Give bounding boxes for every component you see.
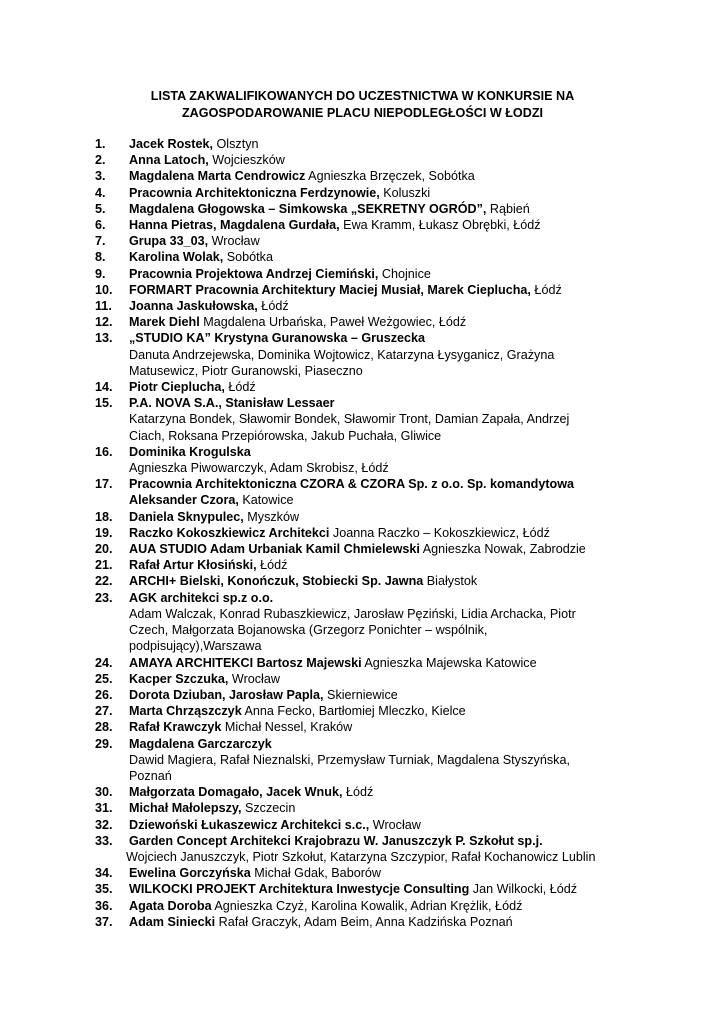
entry-details: Wrocław	[228, 671, 280, 686]
entry-name: Magdalena Marta Cendrowicz	[129, 169, 306, 184]
entry-name: Daniela Sknypulec,	[129, 509, 244, 524]
entry-number: 35.	[95, 882, 113, 897]
entry-number: 18.	[95, 509, 113, 524]
entry-number: 23.	[95, 590, 113, 605]
entry-name: „STUDIO KA” Krystyna Guranowska – Gruszecka	[129, 331, 426, 346]
list-item	[95, 185, 715, 201]
entry-name: Ewelina Gorczyńska	[129, 866, 251, 881]
entry-name: Joanna Jaskułowska,	[129, 299, 258, 314]
entry-line	[129, 672, 280, 686]
entry-details: Łódź	[224, 380, 256, 395]
entry-line	[129, 818, 421, 832]
entry-name: Grupa 33_03,	[129, 234, 209, 249]
entry-line	[129, 315, 466, 329]
entry-name: Piotr Cieplucha,	[129, 380, 225, 395]
entry-line	[129, 656, 537, 670]
entry-line	[129, 526, 550, 540]
entry-name: P.A. NOVA S.A., Stanisław Lessaer	[129, 396, 335, 411]
entry-details: Olsztyn	[213, 137, 259, 151]
entry-line	[129, 169, 475, 183]
list-item	[95, 865, 715, 881]
entry-name: WILKOCKI PROJEKT Architektura Inwestycje Consulting	[129, 882, 470, 897]
entry-line	[129, 331, 425, 345]
entry-number: 25.	[95, 671, 113, 686]
entry-details: Wojcieszków	[208, 153, 285, 168]
entry-number: 11.	[95, 299, 112, 314]
entry-name: Aleksander Czora,	[129, 493, 239, 508]
entry-line	[129, 218, 541, 232]
list-item	[95, 557, 715, 573]
list-item	[95, 152, 715, 168]
entry-details: Michał Gdak, Baborów	[250, 866, 381, 881]
entry-number: 37.	[95, 914, 113, 929]
entry-name: Raczko Kokoszkiewicz Architekci	[129, 525, 330, 540]
entry-number: 10.	[95, 282, 113, 297]
entry-details: Rafał Graczyk, Adam Beim, Anna Kadzińska Poznań	[215, 914, 513, 929]
entry-continuation: Czech, Małgorzata Bojanowska (Grzegorz Ponichter – wspólnik,	[129, 623, 488, 638]
entry-continuation: Agnieszka Piwowarczyk, Adam Skrobisz, Łódź	[129, 461, 389, 476]
entry-name: Marta Chrząszczyk	[129, 704, 242, 719]
entry-details: Agnieszka Majewska Katowice	[361, 655, 537, 670]
entry-name: Rafał Krawczyk	[129, 720, 222, 735]
entry-details: Joanna Raczko – Kokoszkiewicz, Łódź	[329, 525, 550, 540]
entry-number: 1.	[95, 137, 106, 151]
entry-line	[129, 510, 299, 524]
entry-number: 26.	[95, 687, 113, 702]
entry-number: 24.	[95, 655, 113, 670]
entry-number: 20.	[95, 542, 113, 557]
list-item	[95, 833, 715, 865]
entry-name: FORMART Pracownia Architektury Maciej Musiał, Marek Cieplucha,	[129, 282, 531, 297]
entry-name: Małgorzata Domagało, Jacek Wnuk,	[129, 785, 343, 800]
entry-details: Skierniewice	[323, 687, 398, 702]
entry-name: Pracownia Projektowa Andrzej Ciemiński,	[129, 266, 379, 281]
entry-line	[129, 153, 285, 167]
entry-continuation: Katarzyna Bondek, Sławomir Bondek, Sławomir Tront, Damian Zapała, Andrzej	[129, 412, 570, 427]
list-item	[95, 444, 715, 476]
entry-continuation: Adam Walczak, Konrad Rubaszkiewicz, Jarosław Pęziński, Lidia Archacka, Piotr	[129, 606, 576, 621]
entry-details: Koluszki	[379, 185, 431, 200]
entry-details: Myszków	[243, 509, 300, 524]
entry-name: Marek Diehl	[129, 315, 200, 330]
entry-number: 5.	[95, 201, 106, 216]
entry-details: Ewa Kramm, Łukasz Obrębki, Łódź	[339, 218, 541, 233]
list-item	[95, 800, 715, 816]
entry-line	[129, 234, 260, 248]
list-item	[95, 330, 715, 379]
entry-name: Dominika Krogulska	[129, 444, 251, 459]
entry-number: 32.	[95, 817, 113, 832]
entry-number: 9.	[95, 266, 106, 281]
entry-number: 3.	[95, 169, 106, 184]
entry-number: 21.	[95, 558, 113, 573]
entry-name: Kacper Szczuka,	[129, 671, 229, 686]
entry-details: Łódź	[530, 282, 562, 297]
list-item	[95, 509, 715, 525]
list-item	[95, 719, 715, 735]
entry-details: Chojnice	[378, 266, 431, 281]
list-item	[95, 881, 715, 897]
entry-name: Dorota Dziuban, Jarosław Papla,	[129, 687, 324, 702]
entry-name: Magdalena Garczarczyk	[129, 736, 272, 751]
list-item	[95, 703, 715, 719]
entry-number: 4.	[95, 185, 106, 200]
list-item	[95, 784, 715, 800]
entry-name: Rafał Artur Kłosiński,	[129, 558, 257, 573]
entry-number: 22.	[95, 574, 113, 589]
entry-line	[129, 591, 273, 605]
entry-details: Łódź	[342, 785, 374, 800]
list-item	[95, 233, 715, 249]
entry-continuation: Danuta Andrzejewska, Dominika Wojtowicz, Katarzyna Łysyganicz, Grażyna	[129, 347, 555, 362]
entry-line	[129, 250, 273, 264]
entry-name: Agata Doroba	[129, 898, 212, 913]
entry-name: Magdalena Głogowska – Simkowska „SEKRETNY OGRÓD”,	[129, 201, 487, 216]
entry-number: 16.	[95, 444, 113, 459]
entry-details: Anna Fecko, Bartłomiej Mleczko, Kielce	[241, 704, 466, 719]
entry-line	[129, 737, 272, 751]
entry-number: 27.	[95, 704, 113, 719]
title-line-1: LISTA ZAKWALIFIKOWANYCH DO UCZESTNICTWA W KONKURSIE NA	[150, 89, 575, 103]
entry-details: Łódź	[257, 299, 289, 314]
entry-continuation: Poznań	[129, 768, 172, 783]
list-item	[95, 687, 715, 703]
list-item	[95, 249, 715, 265]
document-title	[0, 88, 725, 122]
entry-number: 19.	[95, 525, 113, 540]
entry-details: Agnieszka Nowak, Zabrodzie	[419, 542, 586, 557]
entry-continuation: Wojciech Januszczyk, Piotr Szkołut, Katarzyna Szczypior, Rafał Kochanowicz Lublin	[126, 849, 596, 864]
entry-number: 6.	[95, 218, 106, 233]
entry-details: Łódź	[256, 558, 288, 573]
entry-number: 36.	[95, 898, 113, 913]
list-item	[95, 266, 715, 282]
entry-line	[129, 137, 259, 151]
entry-line	[129, 283, 562, 297]
entry-line	[129, 704, 466, 718]
entry-number: 13.	[95, 331, 113, 346]
list-item	[95, 655, 715, 671]
entry-details: Sobótka	[425, 169, 475, 184]
entry-line	[129, 834, 543, 848]
entry-continuation: Ciach, Roksana Przepiórowska, Jakub Puchała, Gliwice	[129, 428, 442, 443]
list-item	[95, 298, 715, 314]
list-item	[95, 914, 715, 930]
entry-number: 28.	[95, 720, 113, 735]
entry-line	[129, 866, 381, 880]
entry-line	[129, 899, 522, 913]
title-line-2: ZAGOSPODAROWANIE PLACU NIEPODLEGŁOŚCI W ŁODZI	[181, 106, 544, 120]
list-item	[95, 817, 715, 833]
entry-line	[129, 801, 295, 815]
entry-name: Pracownia Architektoniczna CZORA & CZORA Sp. z o.o. Sp. komandytowa	[129, 477, 575, 492]
entry-name: ARCHI+ Bielski, Konończuk, Stobiecki Sp. Jawna	[129, 574, 424, 589]
entry-details: Magdalena Urbańska, Paweł Weżgowiec, Łódź	[199, 315, 467, 330]
entry-name: Karolina Wolak,	[129, 250, 224, 265]
entry-details: Agnieszka Czyż, Karolina Kowalik, Adrian Krężlik, Łódź	[211, 898, 523, 913]
entry-continuation: podpisujący),Warszawa	[129, 639, 262, 654]
entry-continuation: Matusewicz, Piotr Guranowski, Piaseczno	[129, 363, 363, 378]
entry-number: 15.	[95, 396, 113, 411]
entry-details: Jan Wilkocki, Łódź	[469, 882, 578, 897]
entry-number: 34.	[95, 866, 113, 881]
entry-number: 31.	[95, 801, 113, 816]
entry-number: 29.	[95, 736, 113, 751]
entry-line	[129, 380, 256, 394]
list-item	[95, 168, 715, 184]
entry-details: Białystok	[423, 574, 478, 589]
entry-line	[129, 882, 577, 896]
list-item	[95, 573, 715, 589]
entry-continuation	[129, 492, 715, 508]
entry-line	[129, 688, 398, 702]
entry-line	[129, 574, 477, 588]
participant-list	[95, 136, 715, 930]
list-item	[95, 136, 715, 152]
entry-name: Michał Małolepszy,	[129, 801, 242, 816]
entry-name: Pracownia Architektoniczna Ferdzynowie,	[129, 185, 380, 200]
list-item	[95, 379, 715, 395]
entry-details: Katowice	[238, 493, 294, 508]
entry-name: Jacek Rostek,	[129, 137, 214, 151]
entry-line	[129, 542, 586, 556]
entry-line	[129, 202, 530, 216]
entry-line	[129, 186, 430, 200]
entry-number: 7.	[95, 234, 106, 249]
entry-line	[129, 299, 289, 313]
entry-number: 12.	[95, 315, 113, 330]
list-item	[95, 217, 715, 233]
list-item	[95, 525, 715, 541]
entry-name: AUA STUDIO Adam Urbaniak Kamil Chmielewski	[129, 542, 420, 557]
list-item	[95, 541, 715, 557]
list-item	[95, 736, 715, 785]
list-item	[95, 201, 715, 217]
entry-number: 2.	[95, 153, 106, 168]
entry-details: Wrocław	[369, 817, 421, 832]
entry-number: 30.	[95, 785, 113, 800]
list-item	[95, 314, 715, 330]
entry-number: 33.	[95, 833, 113, 848]
entry-name: Adam Siniecki	[129, 914, 216, 929]
list-item	[95, 671, 715, 687]
entry-continuation: Dawid Magiera, Rafał Nieznalski, Przemysław Turniak, Magdalena Styszyńska,	[129, 752, 570, 767]
entry-number: 17.	[95, 477, 113, 492]
entry-details: Rąbień	[486, 201, 530, 216]
entry-name: Hanna Pietras, Magdalena Gurdała,	[129, 218, 340, 233]
entry-name: Garden Concept Architekci Krajobrazu W. Januszczyk P. Szkołut sp.j.	[129, 833, 543, 848]
entry-line	[129, 445, 251, 459]
entry-line	[129, 720, 352, 734]
entry-name: Anna Latoch,	[129, 153, 209, 168]
entry-line	[129, 915, 513, 929]
list-item	[95, 282, 715, 298]
entry-details: Michał Nessel, Kraków	[221, 720, 353, 735]
entry-details: Sobótka	[223, 250, 273, 265]
entry-number: 8.	[95, 250, 106, 265]
list-item	[95, 590, 715, 655]
list-item	[95, 476, 715, 508]
entry-name: AGK architekci sp.z o.o.	[129, 590, 274, 605]
entry-line	[129, 267, 431, 281]
entry-details: Wrocław	[208, 234, 260, 249]
entry-name: AMAYA ARCHITEKCI Bartosz Majewski	[129, 655, 362, 670]
list-item	[95, 898, 715, 914]
entry-line	[129, 396, 335, 410]
entry-line	[129, 558, 287, 572]
entry-name: Dziewoński Łukaszewicz Architekci s.c.,	[129, 817, 370, 832]
list-item	[95, 395, 715, 444]
entry-details: Szczecin	[241, 801, 296, 816]
entry-line	[129, 477, 574, 491]
entry-line	[129, 785, 373, 799]
entry-number: 14.	[95, 380, 113, 395]
entry-details: Agnieszka Brzęczek,	[305, 169, 426, 184]
